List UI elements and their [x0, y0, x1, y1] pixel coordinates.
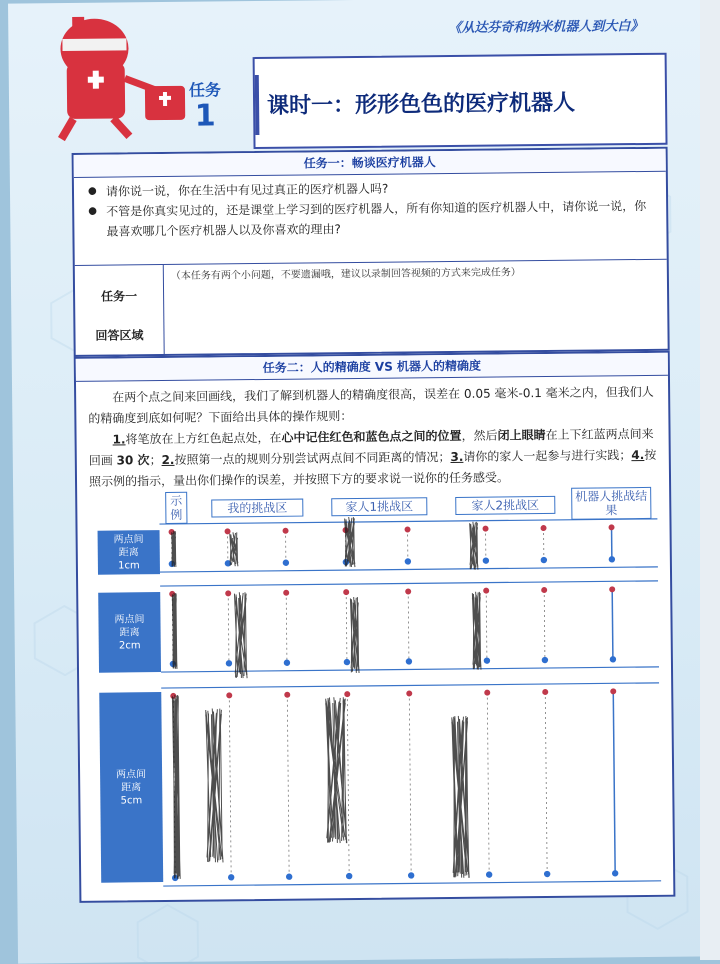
red-start-point: [283, 528, 289, 534]
point-guide-line: [346, 592, 347, 662]
series-title: 《从达芬奇和纳米机器人到大白》: [448, 15, 643, 36]
rule-part: 4.: [631, 448, 644, 462]
rule-part: 2.: [161, 453, 174, 467]
red-start-point: [542, 689, 548, 695]
task1-panel: [72, 147, 670, 357]
rule-part: 1.: [113, 432, 126, 446]
col-head-mine: 我的挑战区: [211, 499, 303, 518]
task1-answer-label: [75, 265, 165, 358]
task2-intro: 在两个点之间来回画线，我们了解到机器人的精确度很高，误差在 0.05 毫米-0.1 毫米之内，但我们人的精确度到底如何呢？下面给出具体的操作规则：: [88, 382, 656, 430]
red-start-point: [226, 692, 232, 698]
task2-rules: [88, 424, 657, 493]
red-start-point: [343, 589, 349, 595]
red-start-point: [483, 526, 489, 532]
col-head-family1: 家人1挑战区: [331, 497, 427, 516]
scribble-family2-5cm: [452, 716, 470, 878]
row-top-rule: [161, 683, 659, 688]
row-top-rule: [160, 581, 658, 586]
task1-bullet-1: ● 请你说一说，你在生活中有见过真正的医疗机器人吗?: [88, 176, 656, 202]
row-label-1cm: 两点间 距离 1cm: [98, 530, 160, 575]
task1-bullets: [74, 172, 667, 242]
red-start-point: [284, 692, 290, 698]
lesson-title: 课时一：形形色色的医疗机器人: [267, 86, 575, 120]
task2-description: [76, 376, 669, 493]
row-top-rule: [159, 519, 657, 524]
row-label-2cm: 两点间 距离 2cm: [98, 592, 161, 673]
blue-end-point: [542, 657, 548, 663]
rule-part: 按照第一点的规则分别尝试两点间不同距离的情况；: [174, 450, 450, 467]
red-start-point: [405, 588, 411, 594]
rule-part: 在上下红蓝两点间来回画: [89, 427, 654, 468]
col-head-robot: 机器人挑战结果: [571, 487, 651, 520]
point-guide-line: [544, 590, 545, 660]
red-start-point: [609, 524, 615, 530]
point-guide-line: [286, 593, 287, 663]
red-start-point: [541, 525, 547, 531]
worksheet-page: [8, 0, 710, 964]
task-badge: [189, 81, 222, 132]
blue-end-point: [344, 659, 350, 665]
point-guide-line: [613, 691, 615, 873]
rule-part: 闭上眼睛: [497, 428, 545, 443]
blue-end-point: [408, 872, 414, 878]
rule-part: 心中记住红色和蓝色点之间的位置: [281, 429, 461, 445]
rule-part: ，然后: [461, 429, 497, 443]
task1-bullet-2: ● 不管是你真实见过的，还是课堂上学习到的医疗机器人，所有你知道的医疗机器人中，请你说一说，你最喜欢哪几个医疗机器人以及你喜欢的理由?: [88, 196, 656, 242]
precision-grid: [93, 487, 661, 893]
blue-end-point: [484, 657, 490, 663]
blue-end-point: [346, 873, 352, 879]
task2-heading: 任务二：人的精确度 VS 机器人的精确度: [76, 353, 668, 382]
blue-end-point: [284, 660, 290, 666]
blue-end-point: [483, 557, 489, 563]
task-badge-number: 1: [189, 99, 221, 132]
red-start-point: [609, 586, 615, 592]
red-start-point: [541, 587, 547, 593]
scribble-example-1cm: [172, 531, 176, 567]
scribble-mine-1cm: [230, 532, 238, 566]
red-start-point: [483, 588, 489, 594]
point-guide-line: [409, 693, 411, 875]
row-bottom-rule: [160, 567, 658, 572]
blue-end-point: [286, 873, 292, 879]
answer-label-line1: 任务一: [75, 287, 163, 305]
point-guide-line: [228, 593, 229, 663]
blue-end-point: [610, 656, 616, 662]
point-guide-line: [486, 591, 487, 661]
rule-part: ；: [149, 453, 161, 467]
red-start-point: [610, 688, 616, 694]
blue-end-point: [406, 658, 412, 664]
point-guide-line: [545, 692, 547, 874]
red-start-point: [405, 526, 411, 532]
rule-part: 3.: [450, 450, 463, 464]
blue-end-point: [609, 556, 615, 562]
blue-end-point: [226, 660, 232, 666]
row-bottom-rule: [163, 881, 661, 886]
point-guide-line: [287, 695, 289, 877]
scribble-mine-2cm: [234, 592, 247, 678]
red-start-point: [484, 690, 490, 696]
blue-end-point: [228, 874, 234, 880]
scribble-family2-1cm: [470, 522, 478, 570]
scribble-example-2cm: [172, 593, 177, 669]
title-accent-bar: [255, 75, 260, 135]
rule-part: 将笔放在上方红色起点处，在: [125, 431, 281, 447]
robot-mascot-icon: [32, 8, 193, 150]
point-guide-line: [408, 591, 409, 661]
point-guide-line: [347, 694, 349, 876]
red-start-point: [225, 528, 231, 534]
point-guide-line: [612, 589, 613, 659]
rule-part: 按照示例的指示，量出你们操作的误差，并按照下方的要求说一说你的任务感受。: [89, 448, 656, 489]
red-start-point: [283, 590, 289, 596]
lesson-title-box: [253, 53, 668, 149]
red-start-point: [406, 690, 412, 696]
scribble-example-5cm: [172, 695, 180, 879]
col-head-family2: 家人2挑战区: [455, 496, 555, 515]
blue-end-point: [541, 557, 547, 563]
point-guide-line: [229, 695, 231, 877]
task-badge-label: 任务: [189, 80, 221, 99]
red-start-point: [344, 691, 350, 697]
scribble-family1-2cm: [350, 597, 359, 673]
scribble-mine-5cm: [205, 708, 223, 862]
rule-part: 30 次: [117, 453, 150, 467]
blue-end-point: [612, 870, 618, 876]
blue-end-point: [405, 558, 411, 564]
task1-answer-area[interactable]: [75, 259, 668, 358]
point-guide-line: [487, 693, 489, 875]
answer-label-line2: 回答区域: [75, 326, 163, 344]
drawing-grid[interactable]: [93, 487, 661, 893]
blue-end-point: [544, 871, 550, 877]
col-head-example: 示例: [165, 492, 187, 524]
blue-end-point: [283, 560, 289, 566]
red-start-point: [225, 590, 231, 596]
task1-heading: 任务一：畅谈医疗机器人: [74, 149, 666, 178]
rule-part: 请你的家人一起参与进行实践；: [463, 448, 631, 464]
scribble-family1-5cm: [325, 697, 347, 843]
scribble-family2-2cm: [472, 592, 481, 670]
task2-panel: [74, 351, 676, 903]
row-label-5cm: 两点间 距离 5cm: [99, 692, 163, 883]
blue-end-point: [486, 871, 492, 877]
adjacent-page-edge: [700, 0, 720, 960]
task1-answer-note: （本任务有两个小问题，不要遗漏哦，建议以录制回答视频的方式来完成任务）: [171, 263, 521, 282]
